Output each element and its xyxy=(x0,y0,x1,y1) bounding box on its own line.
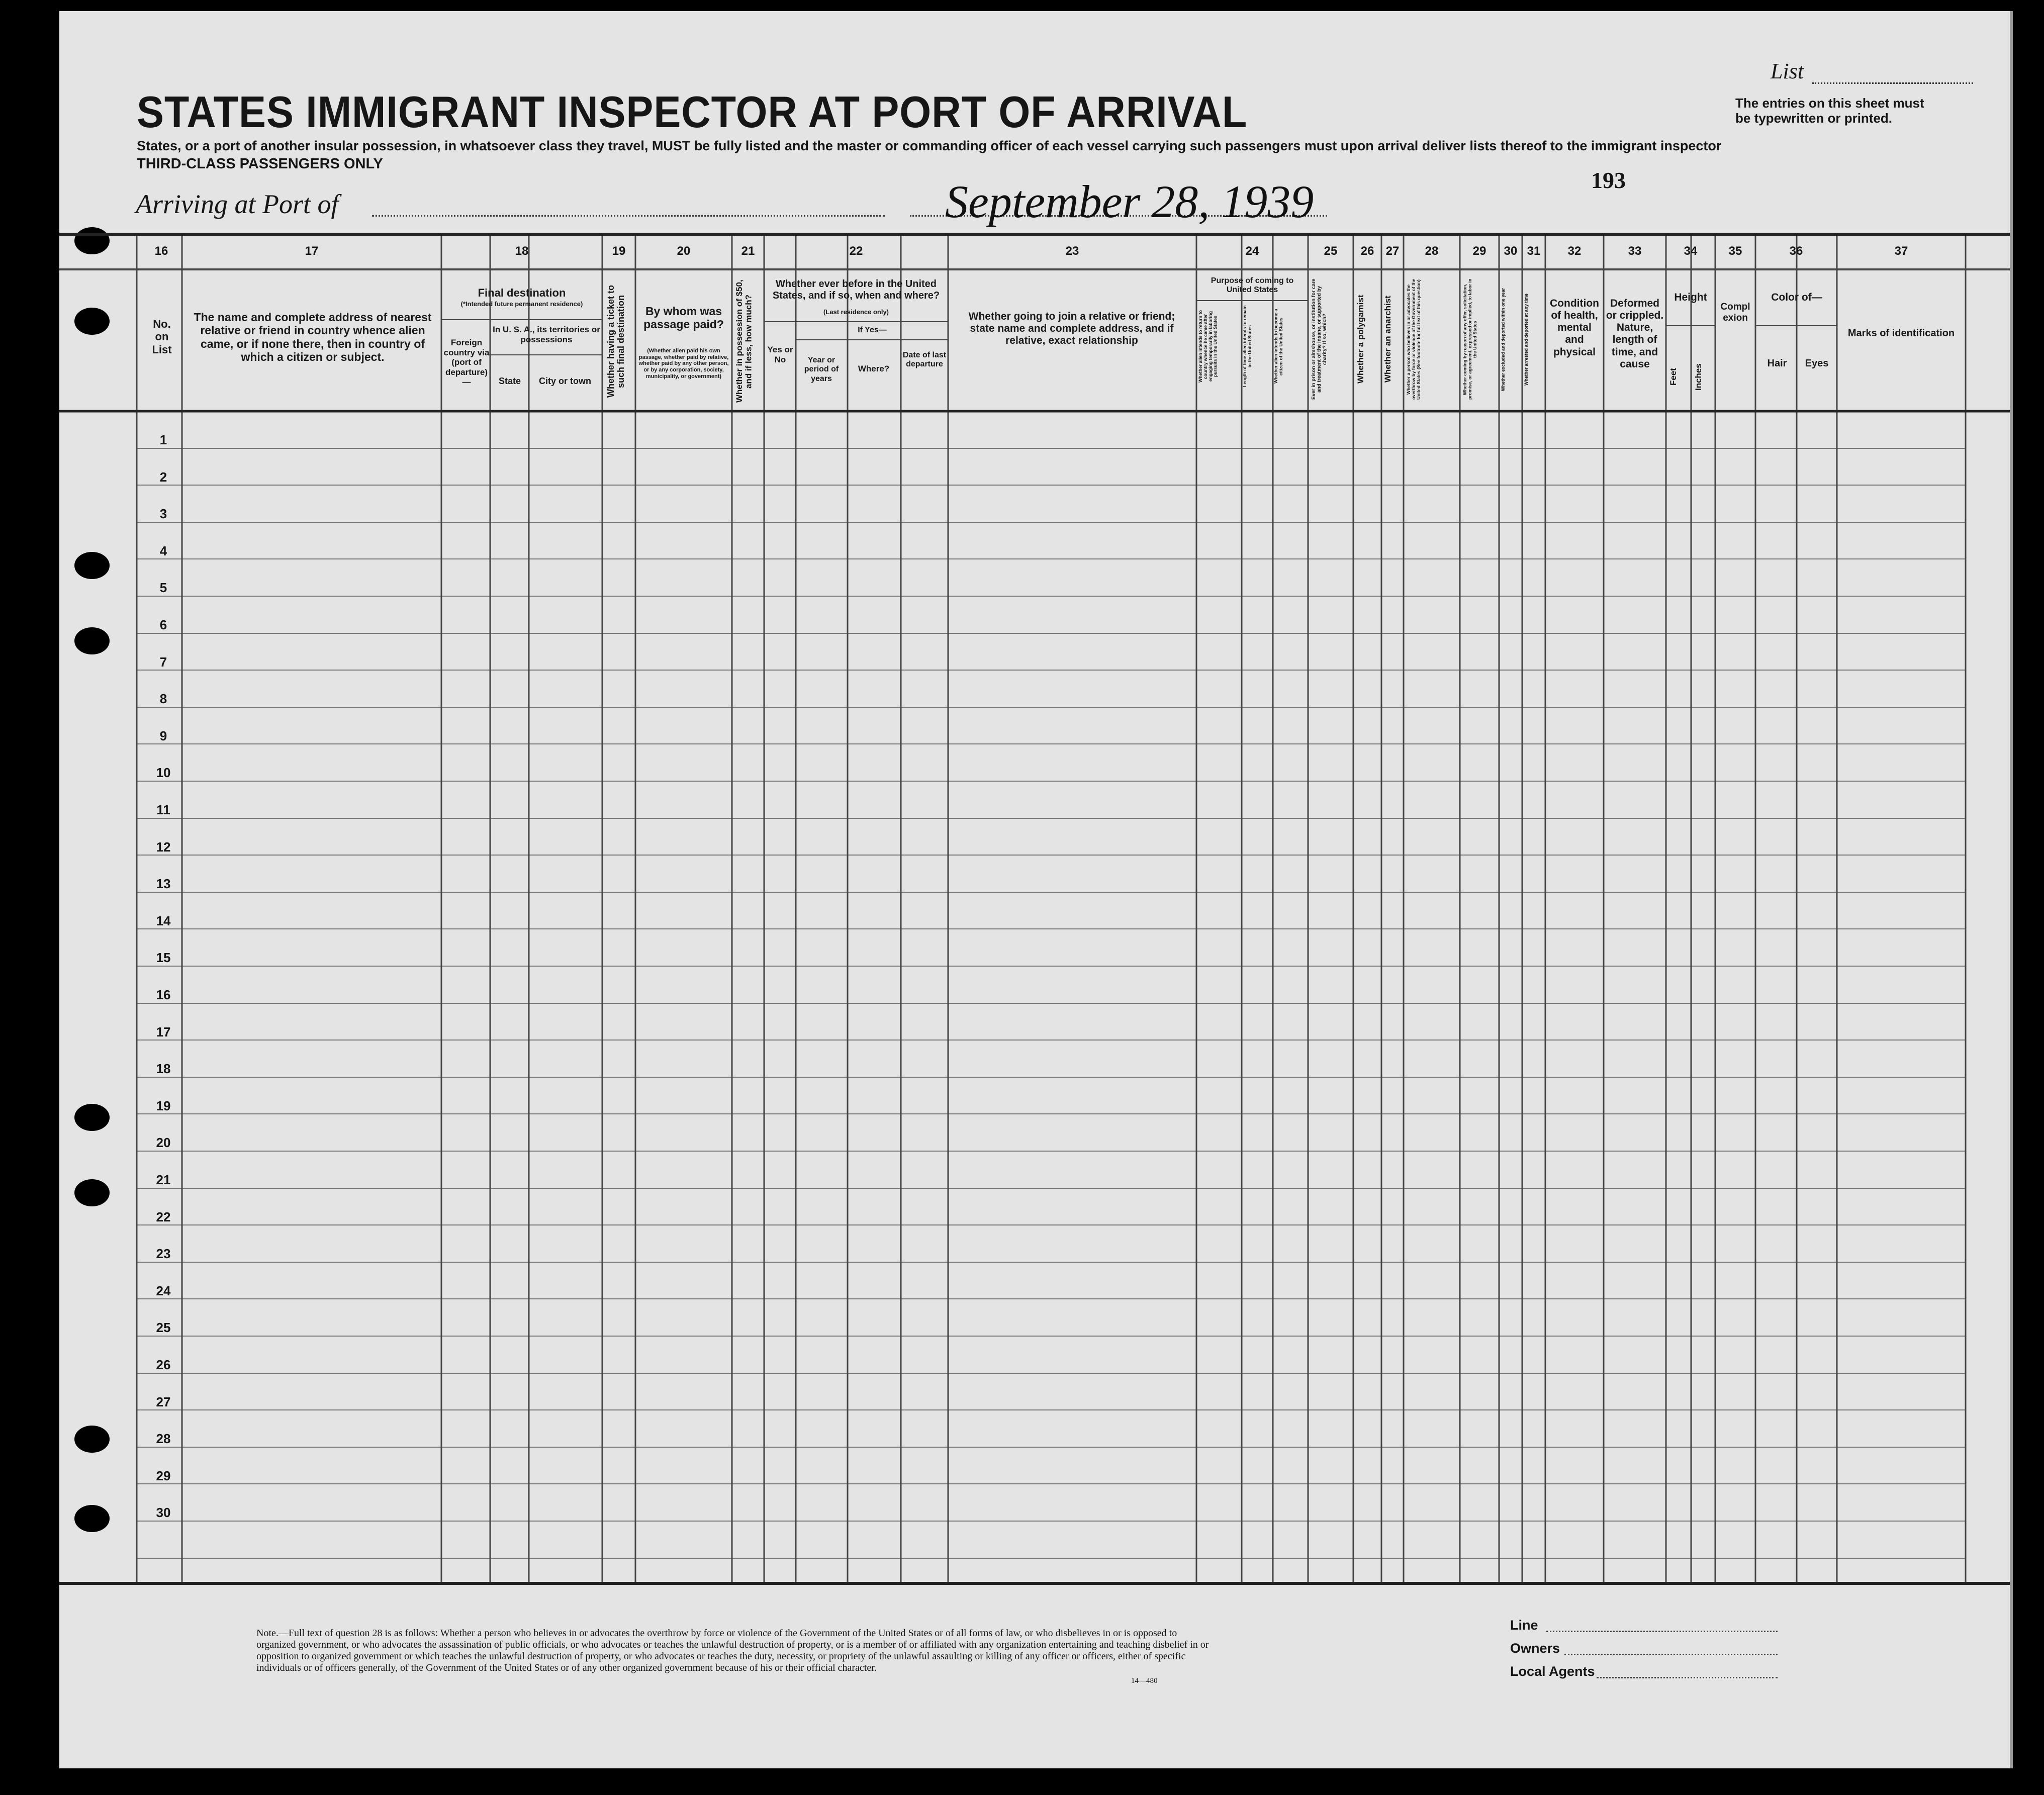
header-purpose: Purpose of coming to United States xyxy=(1211,276,1294,295)
header-polygamist: Whether a polygamist xyxy=(1356,295,1365,384)
column-number: 23 xyxy=(1065,244,1079,258)
column-number: 20 xyxy=(677,244,691,258)
form-title: STATES IMMIGRANT INSPECTOR AT PORT OF ARRIVAL xyxy=(137,87,1248,137)
header-eyes: Eyes xyxy=(1805,358,1829,369)
header-before-in-us: Whether ever before in the United States, and if so, when and where? xyxy=(772,278,940,301)
column-number: 36 xyxy=(1789,244,1803,258)
header-in-usa: In U. S. A., its territories or possessions xyxy=(493,325,600,344)
column-number: 31 xyxy=(1527,244,1541,258)
row-number: 5 xyxy=(159,580,167,595)
header-foreign-country: Foreign country via (port of departure)— xyxy=(443,338,490,387)
row-number: 15 xyxy=(156,950,171,965)
header-anarchist: Whether an anarchist xyxy=(1383,296,1392,383)
column-number: 18 xyxy=(515,244,529,258)
header-final-destination: Final destination xyxy=(478,287,566,299)
row-number: 16 xyxy=(156,987,171,1002)
column-number: 32 xyxy=(1567,244,1582,258)
row-number: 13 xyxy=(156,876,171,891)
arriving-label: Arriving at Port of xyxy=(136,189,339,219)
header-feet: Feet xyxy=(1668,368,1678,386)
local-agents-label: Local Agents xyxy=(1510,1664,1595,1679)
header-hair: Hair xyxy=(1767,358,1787,369)
row-number: 3 xyxy=(159,506,167,521)
line-field[interactable] xyxy=(1546,1631,1778,1632)
header-inches: Inches xyxy=(1694,363,1703,391)
header-fifty-dollars: Whether in possession of $50, and if less, how much? xyxy=(734,279,754,403)
header-health: Condition of health, mental and physical xyxy=(1550,298,1599,358)
row-number: 28 xyxy=(156,1431,171,1446)
row-number: 6 xyxy=(159,617,167,632)
column-number: 22 xyxy=(849,244,863,258)
row-number: 18 xyxy=(156,1061,171,1076)
footer-note: Note.—Full text of question 28 is as follows: Whether a person who believes in or advocates the overthrow by force or violence of the Government of the United States or of all forms of law, or who disbelieves in or is opposed to organized government, or who advocates the assassination of public officials, or who advocates or teaches the unlawful destruction of property, or is a member of or affiliated with any organization entertaining and teaching disbelief in or opposition to organized government or which teaches the unlawful destruction of property, or who advocates or teaches the duty, necessity, or propriety of the unlawful assaulting or killing of any officer or officers, either of specific individuals or of officers generally, of the Government of the United States or of any other organized government because of his or their official character. xyxy=(256,1628,1209,1673)
column-number: 30 xyxy=(1504,244,1518,258)
row-number: 8 xyxy=(159,691,167,706)
row-number: 1 xyxy=(159,432,167,447)
row-number: 30 xyxy=(156,1505,171,1520)
line-label: Line xyxy=(1510,1618,1538,1633)
row-number: 10 xyxy=(156,765,171,780)
header-purpose-length: Length of time alien intends to remain in the United States xyxy=(1242,305,1252,388)
header-purpose-return: Whether alien intends to return to country whence he came after engaging temporarily in laboring pursuits in the United States xyxy=(1198,310,1218,383)
header-height: Height xyxy=(1674,292,1707,303)
header-ticket: Whether having a ticket to such final destination xyxy=(606,285,626,398)
header-color-of: Color of— xyxy=(1771,292,1822,303)
row-number: 17 xyxy=(156,1024,171,1040)
column-number: 21 xyxy=(741,244,755,258)
header-complexion: Complexion xyxy=(1720,302,1750,323)
column-number: 37 xyxy=(1894,244,1908,258)
header-offer-labor: Whether coming by reason of any offer, solicitation, promise, or agreement, expressed or implied, to labor in the United States xyxy=(1462,278,1477,400)
form-subtitle: States, or a port of another insular possession, in whatsoever class they travel, MUST be fully listed and the master or commanding officer of each vessel carrying such passengers must upon arrival deliver lists thereof to the immigrant inspector xyxy=(137,138,1722,153)
row-number: 27 xyxy=(156,1394,171,1409)
column-number: 34 xyxy=(1684,244,1698,258)
row-number: 20 xyxy=(156,1135,171,1150)
header-before-in-us-sub: (Last residence only) xyxy=(823,308,889,316)
header-overthrow: Whether a person who believes in or advocates the overthrow by force or violence of the Government of the United States (See footnote for full text of this question) xyxy=(1406,278,1421,400)
row-number: 19 xyxy=(156,1098,171,1113)
row-number: 14 xyxy=(156,913,171,928)
row-number: 4 xyxy=(159,543,167,558)
header-final-destination-sub: (*Intended future permanent residence) xyxy=(460,300,583,308)
local-agents-field[interactable] xyxy=(1597,1677,1778,1678)
row-number: 12 xyxy=(156,839,171,855)
passenger-class: THIRD-CLASS PASSENGERS ONLY xyxy=(137,156,383,172)
header-passage-paid: By whom was passage paid? xyxy=(643,305,724,331)
column-number: 28 xyxy=(1425,244,1439,258)
header-if-yes: If Yes— xyxy=(858,326,887,334)
row-number: 26 xyxy=(156,1357,171,1372)
row-number: 11 xyxy=(156,802,170,817)
column-number: 33 xyxy=(1628,244,1642,258)
list-label: List xyxy=(1771,59,1804,83)
sheet-number: 193 xyxy=(1591,167,1626,193)
row-number: 25 xyxy=(156,1320,171,1335)
column-number: 17 xyxy=(305,244,319,258)
header-relative-address: The name and complete address of nearest relative or friend in country whence alien came, or if none there, then in country of which a citizen or subject. xyxy=(194,311,432,364)
header-deformed: Deformed or crippled. Nature, length of time, and cause xyxy=(1606,298,1664,370)
column-number: 16 xyxy=(154,244,168,258)
owners-field[interactable] xyxy=(1564,1654,1778,1655)
header-city: City or town xyxy=(539,376,591,386)
header-last-departure: Date of last departure xyxy=(902,351,947,369)
column-number: 35 xyxy=(1728,244,1742,258)
header-state: State xyxy=(498,376,521,386)
header-join-relative: Whether going to join a relative or friend; state name and complete address, and if relative, exact relationship xyxy=(968,311,1175,347)
header-where: Where? xyxy=(858,364,890,373)
owners-label: Owners xyxy=(1510,1641,1560,1656)
row-number: 2 xyxy=(159,469,167,485)
column-number: 19 xyxy=(612,244,626,258)
column-number: 29 xyxy=(1472,244,1486,258)
header-no-on-list: No. on List xyxy=(152,318,172,356)
column-number: 24 xyxy=(1245,244,1259,258)
header-excluded: Whether excluded and deported within one year xyxy=(1501,288,1506,391)
handwritten-date: September 28, 1939 xyxy=(945,176,1314,227)
row-number: 21 xyxy=(156,1172,171,1187)
header-yes-or-no: Yes or No xyxy=(767,345,793,364)
header-passage-paid-sub: (Whether alien paid his own passage, whether paid by relative, whether paid by any other person, or by any corporation, society, municipality, or government) xyxy=(638,348,729,380)
row-number: 9 xyxy=(159,728,167,743)
column-number: 26 xyxy=(1360,244,1374,258)
form-number: 14—480 xyxy=(1131,1677,1158,1685)
column-number: 27 xyxy=(1385,244,1400,258)
header-arrested: Whether arrested and deported at any time xyxy=(1524,293,1529,386)
row-number: 7 xyxy=(159,654,167,670)
header-purpose-citizen: Whether alien intends to become a citizen of the United States xyxy=(1273,309,1283,384)
row-number: 23 xyxy=(156,1246,171,1261)
header-prison: Ever in prison or almshouse, or institution for care and treatment of the insane, or supported by charity? If so, which? xyxy=(1311,278,1328,400)
header-year-period: Year or period of years xyxy=(804,356,839,383)
entries-note: The entries on this sheet must be typewritten or printed. xyxy=(1735,96,1924,126)
column-number: 25 xyxy=(1324,244,1338,258)
header-marks: Marks of identification xyxy=(1847,328,1955,339)
row-number: 29 xyxy=(156,1468,171,1483)
row-number: 24 xyxy=(156,1283,171,1298)
row-number: 22 xyxy=(156,1209,171,1224)
